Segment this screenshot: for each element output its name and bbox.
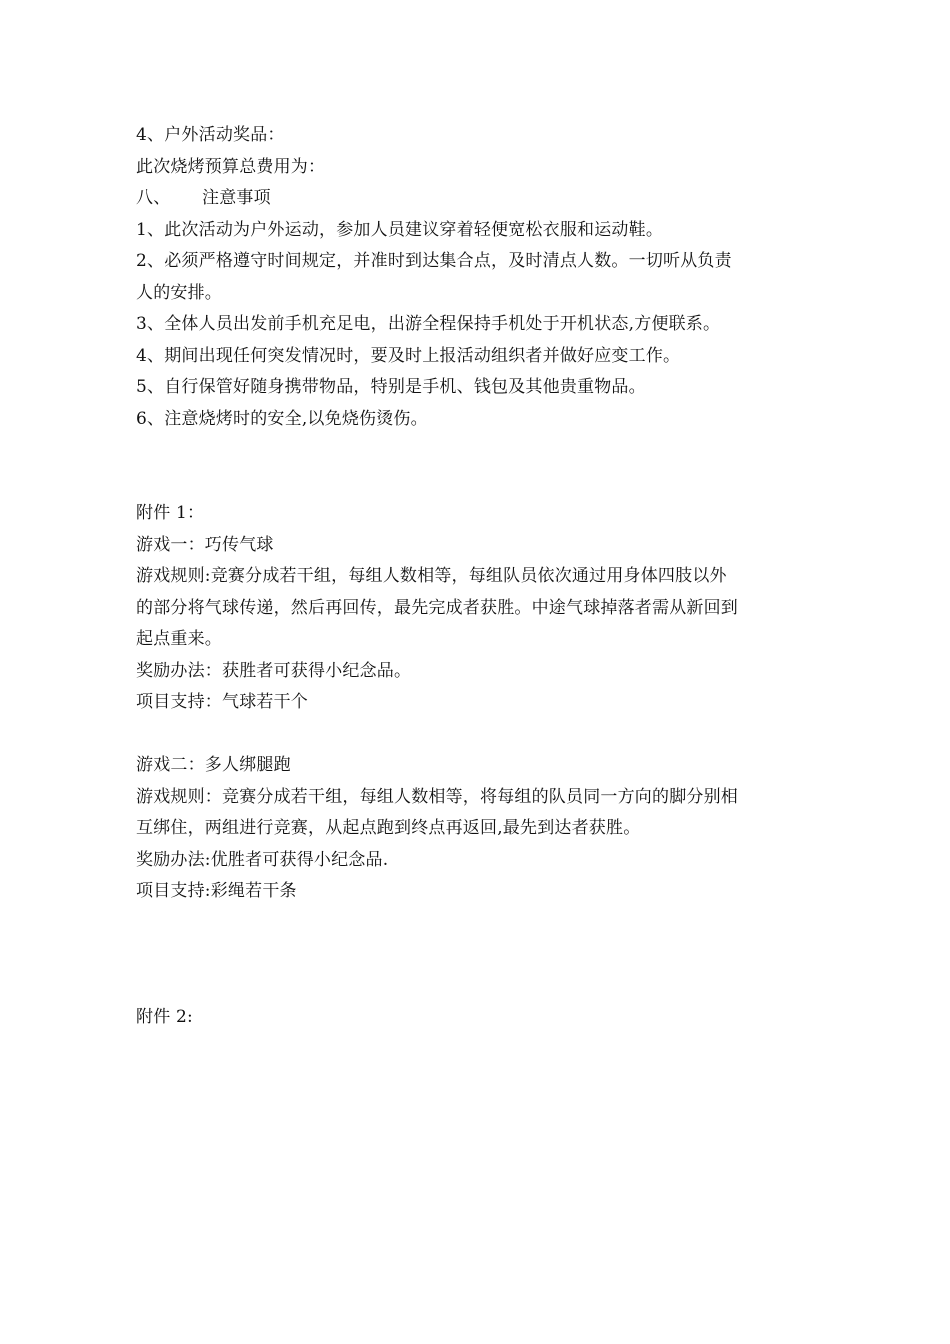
- game1-rules-line: 起点重来。: [136, 629, 222, 649]
- budget-total-line: 此次烧烤预算总费用为：: [136, 156, 326, 177]
- game1-reward: 奖励办法：获胜者可获得小纪念品。: [136, 660, 412, 681]
- game2-rules-line: 互绑住，两组进行竞赛，从起点跑到终点再返回,最先到达者获胜。: [136, 818, 641, 838]
- notes-heading-title: 注意事项: [202, 188, 271, 208]
- game1-rules-line: 游戏规则:竞赛分成若干组，每组人数相等，每组队员依次通过用身体四肢以外: [136, 566, 727, 586]
- note-item: 人的安排。: [136, 282, 222, 303]
- document-body: [136, 120, 816, 1034]
- game2-support: 项目支持:彩绳若干条: [136, 881, 297, 901]
- notes-heading: [136, 183, 816, 215]
- spacer: [136, 719, 816, 751]
- game2-title: 游戏二：多人绑腿跑: [136, 755, 291, 775]
- game2-rules-line: 游戏规则：竞赛分成若干组，每组人数相等，将每组的队员同一方向的脚分别相: [136, 786, 738, 807]
- spacer: [136, 908, 816, 971]
- game2-reward: 奖励办法:优胜者可获得小纪念品.: [136, 849, 389, 870]
- attachment1-label: 附件 1：: [136, 503, 205, 523]
- note-item: 3、全体人员出发前手机充足电，出游全程保持手机处于开机状态,方便联系。: [136, 314, 721, 334]
- note-item: 4、期间出现任何突发情况时，要及时上报活动组织者并做好应变工作。: [136, 345, 681, 366]
- game1-support: 项目支持：气球若干个: [136, 692, 308, 712]
- attachment2-label: 附件 2:: [136, 1007, 193, 1027]
- notes-heading-number: 八、: [136, 188, 171, 208]
- note-item: 2、必须严格遵守时间规定，并准时到达集合点，及时清点人数。一切听从负责: [136, 251, 732, 271]
- note-item: 6、注意烧烤时的安全,以免烧伤烫伤。: [136, 408, 428, 429]
- spacer: [136, 971, 816, 1003]
- spacer: [136, 435, 816, 498]
- outdoor-prizes-line: 4、户外活动奖品：: [136, 125, 285, 145]
- game1-title: 游戏一：巧传气球: [136, 534, 274, 555]
- note-item: 5、自行保管好随身携带物品，特别是手机、钱包及其他贵重物品。: [136, 377, 646, 397]
- game1-rules-line: 的部分将气球传递，然后再回传，最先完成者获胜。中途气球掉落者需从新回到: [136, 597, 738, 618]
- note-item: 1、此次活动为户外运动，参加人员建议穿着轻便宽松衣服和运动鞋。: [136, 219, 664, 240]
